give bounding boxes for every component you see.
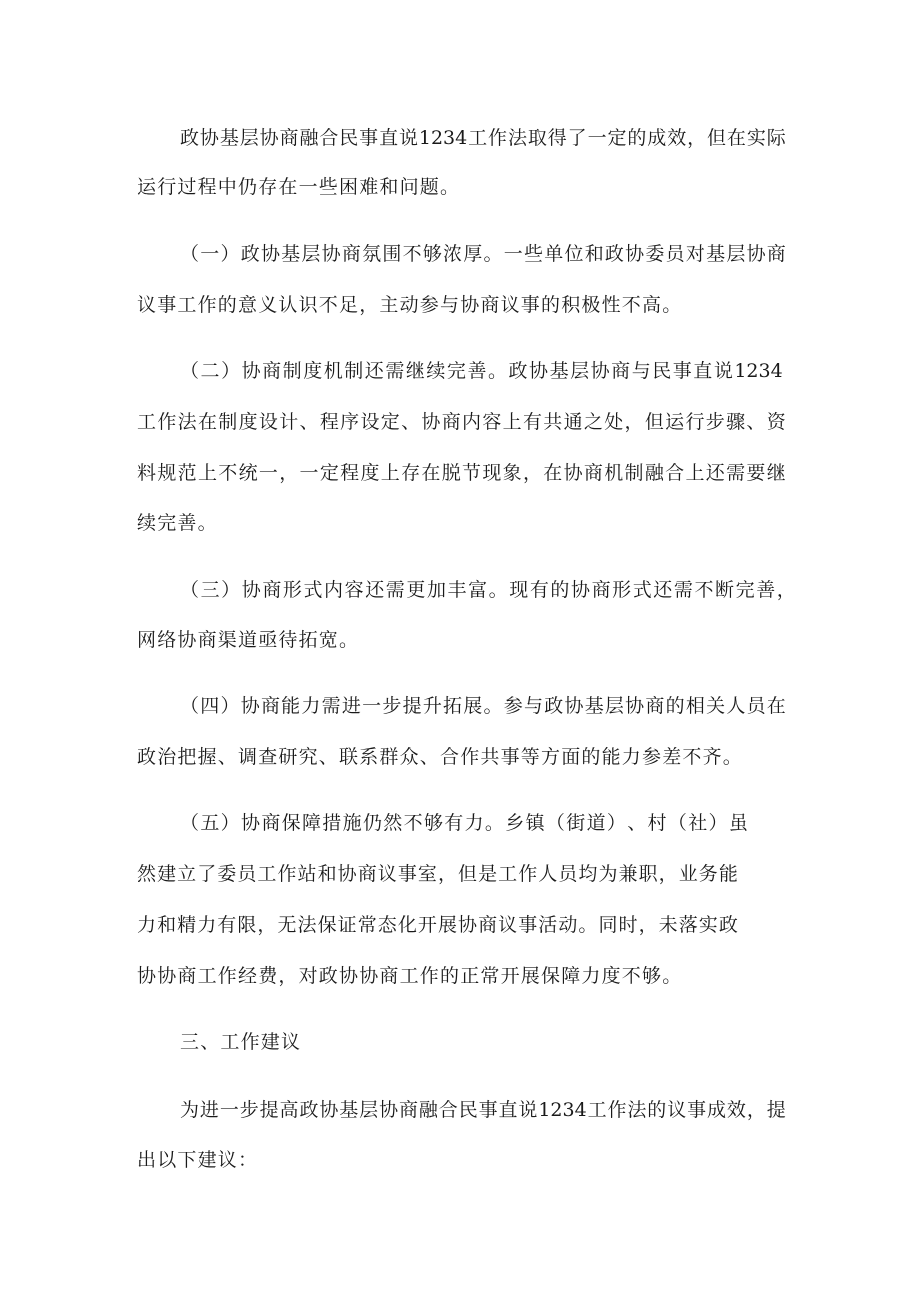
paragraph-line: 协协商工作经费，对政协协商工作的正常开展保障力度不够。 xyxy=(137,965,683,987)
paragraph-line: 工 作 法 在 制 度 设 计 、 程 序 设 定 、 协 商 内 容 上 有 共 通 之 处 ， 但 运 行 步 骤 、 资 xyxy=(137,411,786,433)
section-heading: 三、工作建议 xyxy=(180,1031,302,1053)
paragraph-line: 议事工作的意义认识不足，主动参与协商议事的积极性不高。 xyxy=(137,294,683,316)
paragraph-line: 然 建 立 了 委 员 工 作 站 和 协 商 议 事 室 ， 但 是 工 作 人 员 均 为 兼 职 ， 业 务 能 xyxy=(137,863,738,885)
paragraph-line: （ 五 ） 协 商 保 障 措 施 仍 然 不 够 有 力 。 乡 镇 （ 街 道 ） 、 村 （ 社 ） 虽 xyxy=(180,812,748,834)
paragraph-line: 续完善。 xyxy=(137,512,218,534)
paragraph-line: 出以下建议： xyxy=(137,1149,259,1171)
paragraph-line: （ 四 ） 协 商 能 力 需 进 一 步 提 升 拓 展 。 参 与 政 协 基 层 协 商 的 相 关 人 员 在 xyxy=(180,695,786,717)
paragraph-line: （ 三 ） 协 商 形 式 内 容 还 需 更 加 丰 富 。 现 有 的 协 商 形 式 还 需 不 断 完 善 ， xyxy=(180,579,796,601)
paragraph-line: 力 和 精 力 有 限 ， 无 法 保 证 常 态 化 开 展 协 商 议 事 活 动 。 同 时 ， 未 落 实 政 xyxy=(137,914,738,936)
paragraph-line: 政治把握、调查研究、联系群众、合作共事等方面的能力参差不齐。 xyxy=(137,746,744,768)
paragraph-line: （ 一 ） 政 协 基 层 协 商 氛 围 不 够 浓 厚 。 一 些 单 位 和 政 协 委 员 对 基 层 协 商 xyxy=(180,243,786,265)
paragraph-line: 网络协商渠道亟待拓宽。 xyxy=(137,629,360,651)
paragraph-line: 料 规 范 上 不 统 一 ， 一 定 程 度 上 存 在 脱 节 现 象 ， 在 协 商 机 制 融 合 上 还 需 要 继 xyxy=(137,462,786,484)
paragraph-line: 为 进 一 步 提 高 政 协 基 层 协 商 融 合 民 事 直 说 1234 工 作 法 的 议 事 成 效 ， 提 xyxy=(180,1099,786,1121)
paragraph-line: 政 协 基 层 协 商 融 合 民 事 直 说 1234 工 作 法 取 得 了 一 定 的 成 效 ， 但 在 实 际 xyxy=(180,127,786,149)
paragraph-line: （ 二 ） 协 商 制 度 机 制 还 需 继 续 完 善 。 政 协 基 层 协 商 与 民 事 直 说 1234 xyxy=(180,360,783,382)
paragraph-line: 运行过程中仍存在一些困难和问题。 xyxy=(137,176,461,198)
